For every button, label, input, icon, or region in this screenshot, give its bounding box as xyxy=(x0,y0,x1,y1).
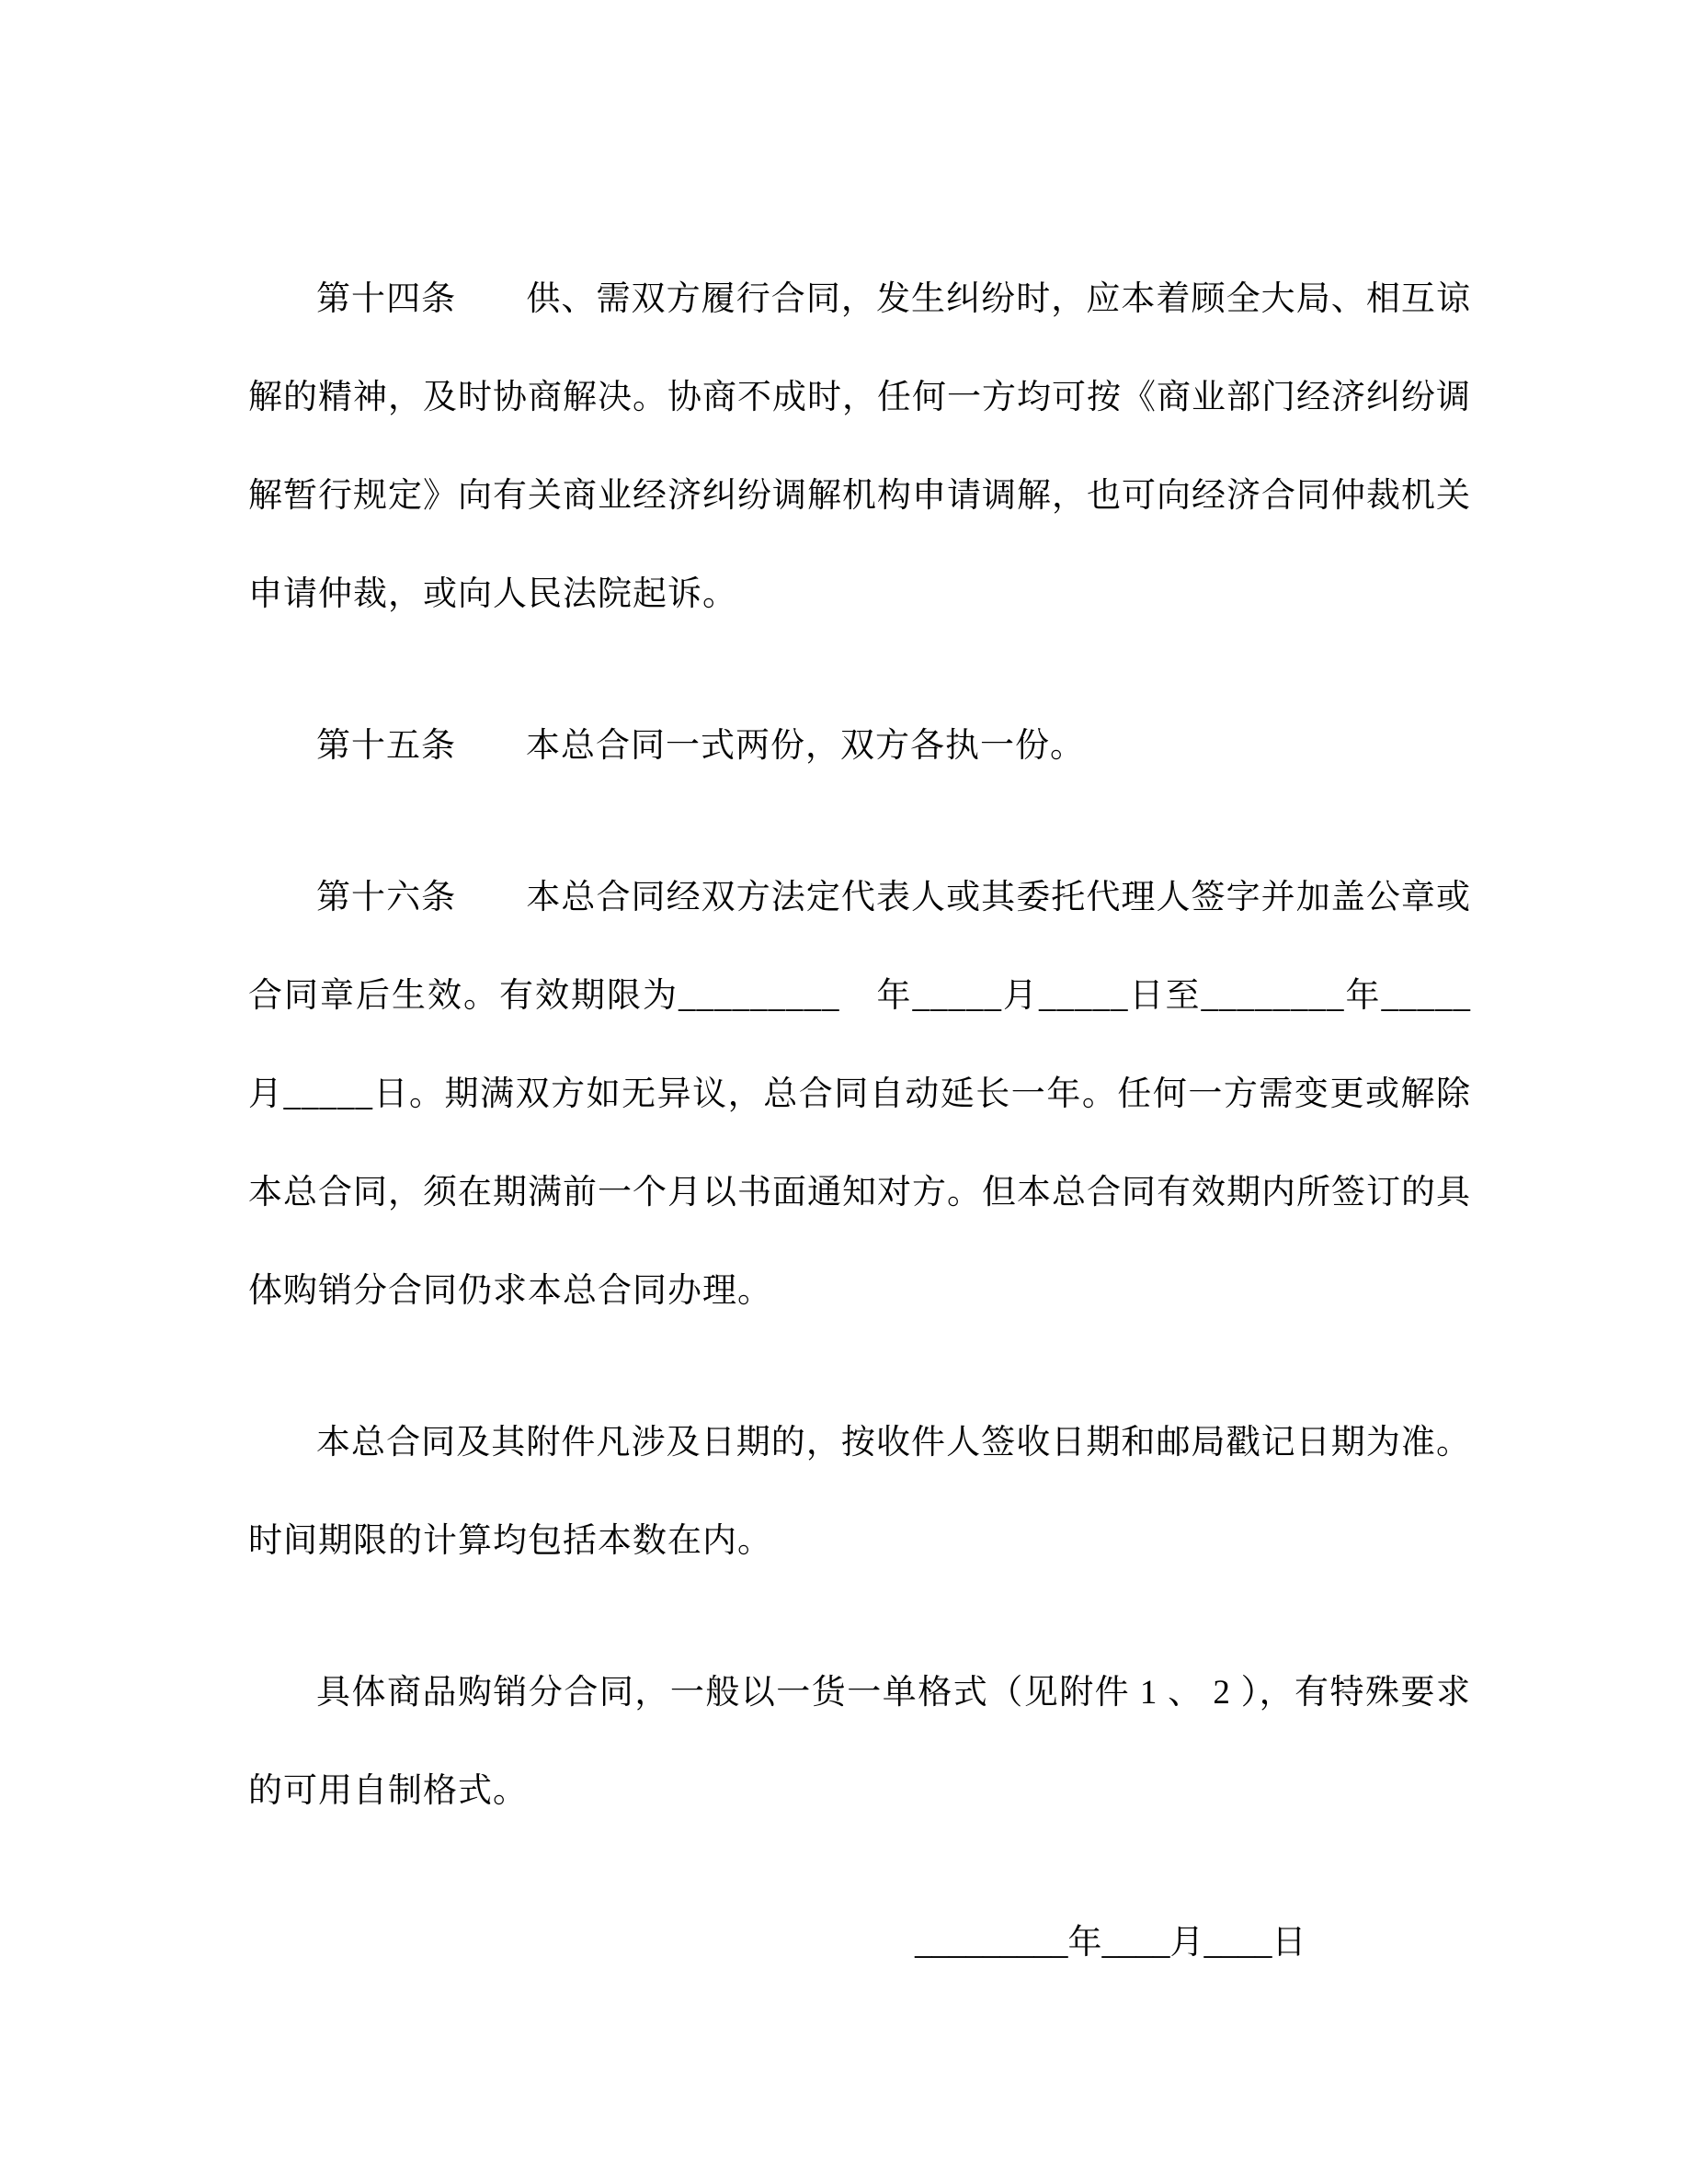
paragraph-article-14: 第十四条 供、需双方履行合同，发生纠纷时，应本着顾全大局、相互谅解的精神，及时协商解决。协商不成时，任何一方均可按《商业部门经济纠纷调解暂行规定》向有关商业经济纠纷调解机构申请调解，也可向经济合同仲裁机关申请仲裁，或向人民法院起诉。 xyxy=(248,280,1471,613)
signature-date-line: _________年____月____日 xyxy=(915,1924,1306,1962)
paragraph-format-clause: 具体商品购销分合同，一般以一货一单格式（见附件 1 、 2 ），有特殊要求的可用自制格式。 xyxy=(248,1674,1471,1810)
paragraph-article-16: 第十六条 本总合同经双方法定代表人或其委托代理人签字并加盖公章或合同章后生效。有效期限为_________ 年_____月_____日至________年_____月_____日。期满双方如无异议，总合同自动延长一年。任何一方需变更或解除本总合同，须在期满前一个月以书面通知对方。但本总合同有效期内所签订的具体购销分合同仍求本总合同办理。 xyxy=(248,879,1471,1310)
paragraph-date-basis-clause: 本总合同及其附件凡涉及日期的，按收件人签收日期和邮局戳记日期为准。时间期限的计算均包括本数在内。 xyxy=(248,1424,1471,1560)
paragraph-article-15: 第十五条 本总合同一式两份，双方各执一份。 xyxy=(316,727,1085,765)
